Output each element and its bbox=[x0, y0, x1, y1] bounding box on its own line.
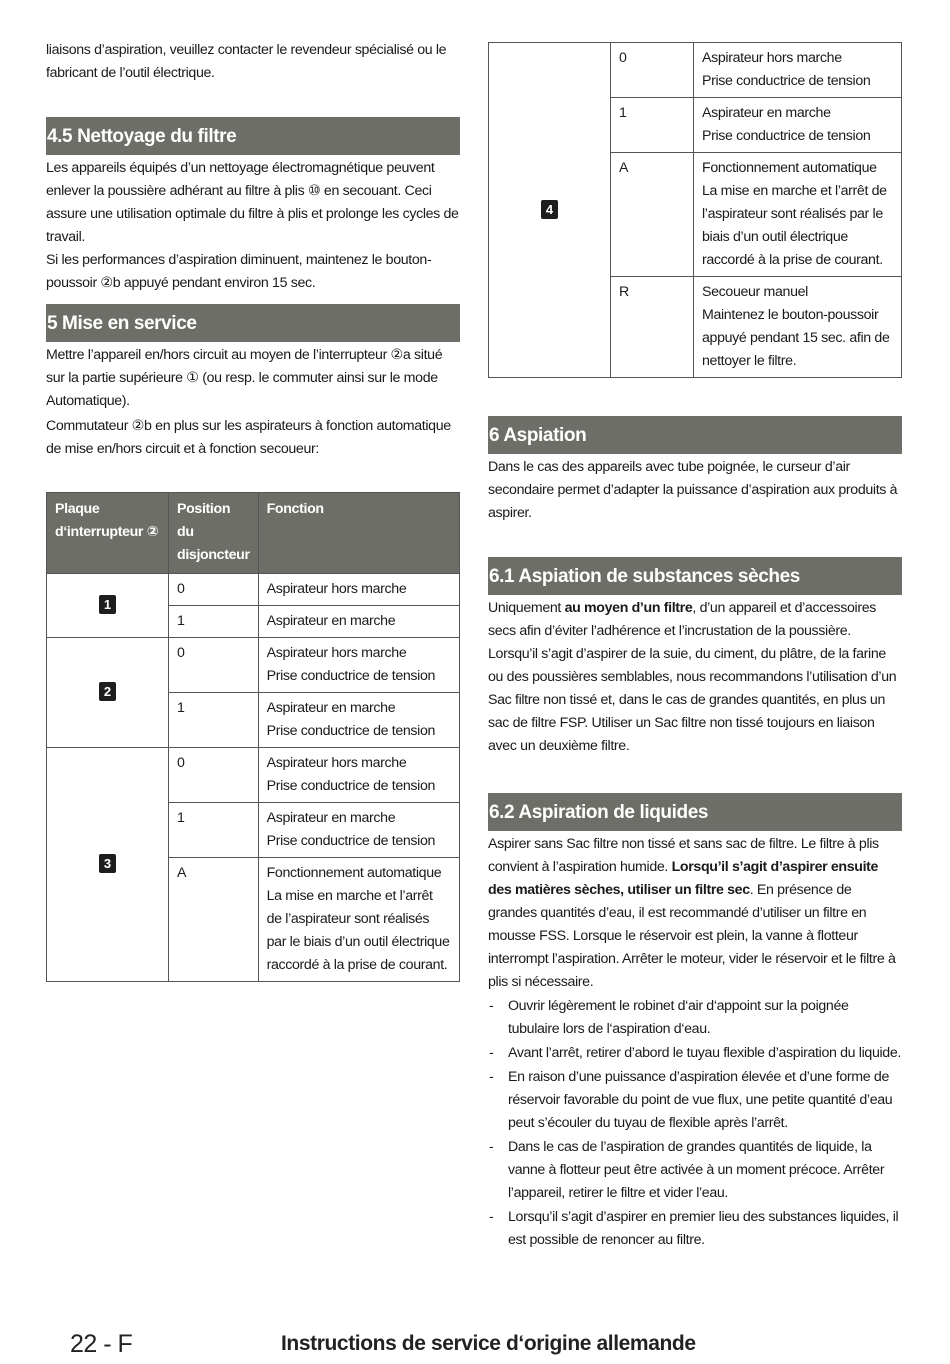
switch-plate-badge: 1 bbox=[99, 595, 116, 614]
function-detail: Prise conductrice de tension bbox=[266, 723, 436, 739]
section-heading: 4.5 Nettoyage du filtre bbox=[46, 117, 460, 155]
position-cell: 0 bbox=[169, 638, 259, 693]
table-row bbox=[489, 43, 902, 98]
function-cell bbox=[258, 693, 459, 748]
function-detail: Prise conductrice de tension bbox=[266, 668, 436, 684]
table-row bbox=[47, 574, 460, 606]
list-item: - Lorsqu’il s’agit d’aspirer en premier lieu des substances liquides, il est possible de renoncer au filtre. bbox=[488, 1206, 902, 1252]
position-cell: 1 bbox=[611, 98, 694, 153]
list-item: - Ouvrir légèrement le robinet d‘air d‘appoint sur la poignée tubulaire lors de l‘aspiration d‘eau. bbox=[488, 995, 902, 1041]
function-label: Fonctionnement automatique bbox=[702, 160, 877, 176]
function-label: Aspirateur hors marche bbox=[266, 645, 407, 661]
position-cell: 1 bbox=[169, 803, 259, 858]
switch-plate-cell bbox=[47, 748, 169, 982]
section-heading: 5 Mise en service bbox=[46, 304, 460, 342]
switch-plate-badge: 2 bbox=[99, 682, 116, 701]
section-4-5 bbox=[46, 117, 460, 295]
function-cell bbox=[258, 606, 459, 638]
section-heading: 6.1 Aspiation de substances sèches bbox=[488, 557, 902, 595]
function-label: Fonctionnement automatique bbox=[266, 865, 442, 881]
switch-plate-badge: 4 bbox=[541, 200, 558, 219]
paragraph: Aspirer sans Sac filtre non tissé et sans sac de filtre. Le filtre à plis convient à l’aspiration humide. Lorsqu’il s’agit d’aspirer ensuite des matières sèches, utiliser un filtre sec. En présence de grandes quantités d’eau, il est recommandé d’utiliser un filtre en mousse FSS. Lorsque le réservoir est plein, la vanne à flotteur interrompt l’aspiration. Arrêter le moteur, vider le réservoir et le filtre à plis si nécessaire. bbox=[488, 836, 896, 990]
paragraph: Si les performances d’aspiration diminuent, maintenez le bouton-poussoir ②b appuyé pendant environ 15 sec. bbox=[46, 252, 432, 291]
position-cell: 0 bbox=[169, 574, 259, 606]
table-header: Position du disjoncteur bbox=[169, 493, 259, 574]
table-row bbox=[47, 748, 460, 803]
position-cell: 0 bbox=[611, 43, 694, 98]
function-label: Aspirateur en marche bbox=[702, 105, 831, 121]
paragraph: Mettre l’appareil en/hors circuit au moyen de l’interrupteur ②a situé sur la partie supérieure ① (ou resp. le commuter ainsi sur le mode Automatique). bbox=[46, 347, 443, 409]
position-cell: R bbox=[611, 277, 694, 378]
position-cell: 1 bbox=[169, 606, 259, 638]
function-label: Secoueur manuel bbox=[702, 284, 808, 300]
function-detail: Prise conductrice de tension bbox=[266, 778, 436, 794]
function-cell bbox=[694, 277, 902, 378]
table-row bbox=[47, 638, 460, 693]
footer-title: Instructions de service d‘origine allemande bbox=[281, 1332, 696, 1355]
section-6 bbox=[488, 416, 902, 525]
paragraph: Lorsqu’il s’agit d’aspirer de la suie, du ciment, du plâtre, de la farine ou des poussières semblables, nous recommandons l’utilisation d’un Sac filtre non tissé et, dans le cas de grandes quantités, en plus un sac de filtre FSP. Utiliser un Sac filtre non tissé toujours en liaison avec un deuxième filtre. bbox=[488, 646, 897, 754]
table-header: Fonction bbox=[258, 493, 459, 574]
list-item: - Avant l’arrêt, retirer d’abord le tuyau flexible d’aspiration du liquide. bbox=[488, 1042, 902, 1065]
function-detail: Prise conductrice de tension bbox=[702, 128, 871, 144]
function-cell bbox=[258, 803, 459, 858]
function-label: Aspirateur hors marche bbox=[266, 755, 407, 771]
function-detail: Maintenez le bouton-poussoir appuyé pendant 15 sec. afin de nettoyer le filtre. bbox=[702, 307, 890, 369]
switch-plate-cell bbox=[47, 638, 169, 748]
function-cell bbox=[694, 98, 902, 153]
switch-plate-badge: 3 bbox=[99, 854, 116, 873]
list-item: - Dans le cas de l’aspiration de grandes quantités de liquide, la vanne à flotteur peut être activée à un moment précoce. Arrêter l’appareil, retirer le filtre et vider l’eau. bbox=[488, 1136, 902, 1205]
section-heading: 6 Aspiation bbox=[488, 416, 902, 454]
paragraph: Commutateur ②b en plus sur les aspirateurs à fonction automatique de mise en/hors circuit et à fonction secoueur: bbox=[46, 418, 451, 457]
switch-plate-cell bbox=[47, 574, 169, 638]
function-detail: Prise conductrice de tension bbox=[702, 73, 871, 89]
switch-table-continued bbox=[488, 42, 902, 378]
section-6-1 bbox=[488, 557, 902, 758]
function-label: Aspirateur hors marche bbox=[266, 581, 407, 597]
function-label: Aspirateur hors marche bbox=[702, 50, 842, 66]
function-detail: La mise en marche et l’arrêt de l’aspirateur sont réalisés par le biais d’un outil électrique raccordé à la prise de courant. bbox=[266, 888, 450, 973]
function-cell bbox=[258, 638, 459, 693]
function-cell bbox=[258, 574, 459, 606]
function-label: Aspirateur en marche bbox=[266, 810, 396, 826]
switch-table bbox=[46, 492, 460, 982]
function-cell bbox=[694, 153, 902, 277]
function-label: Aspirateur en marche bbox=[266, 700, 396, 716]
function-cell bbox=[694, 43, 902, 98]
paragraph: Uniquement au moyen d’un filtre, d’un appareil et d’accessoires secs afin d’éviter l’adhérence et l’incrustation de la poussière. bbox=[488, 600, 876, 639]
function-detail: Prise conductrice de tension bbox=[266, 833, 436, 849]
instruction-list bbox=[488, 995, 902, 1252]
section-6-2 bbox=[488, 793, 902, 1253]
intro-paragraph: liaisons d’aspiration, veuillez contacter le revendeur spécialisé ou le fabricant de l’outil électrique. bbox=[46, 42, 447, 81]
function-cell bbox=[258, 858, 459, 982]
position-cell: 1 bbox=[169, 693, 259, 748]
list-item: - En raison d’une puissance d’aspiration élevée et d’une forme de réservoir favorable du point de vue flux, une petite quantité d’eau peut s’écouler du tuyau de flexible après l’arrêt. bbox=[488, 1066, 902, 1135]
section-heading: 6.2 Aspiration de liquides bbox=[488, 793, 902, 831]
paragraph: Les appareils équipés d’un nettoyage électromagnétique peuvent enlever la poussière adhérant au filtre à plis ⑩ en secouant. Ceci assure une utilisation optimale du filtre à plis et prolonge les cycles de travail. bbox=[46, 160, 459, 245]
function-label: Aspirateur en marche bbox=[266, 613, 396, 629]
position-cell: A bbox=[611, 153, 694, 277]
position-cell: A bbox=[169, 858, 259, 982]
table-header: Plaque d‘interrupteur ② bbox=[47, 493, 169, 574]
page-number: 22 - F bbox=[70, 1330, 133, 1358]
paragraph: Dans le cas des appareils avec tube poignée, le curseur d’air secondaire permet d’adapter la puissance d’aspiration aux produits à aspirer. bbox=[488, 459, 898, 521]
position-cell: 0 bbox=[169, 748, 259, 803]
function-detail: La mise en marche et l’arrêt de l’aspirateur sont réalisés par le biais d’un outil électrique raccordé à la prise de courant. bbox=[702, 183, 887, 268]
switch-plate-cell bbox=[489, 43, 611, 378]
function-cell bbox=[258, 748, 459, 803]
section-5 bbox=[46, 304, 460, 461]
